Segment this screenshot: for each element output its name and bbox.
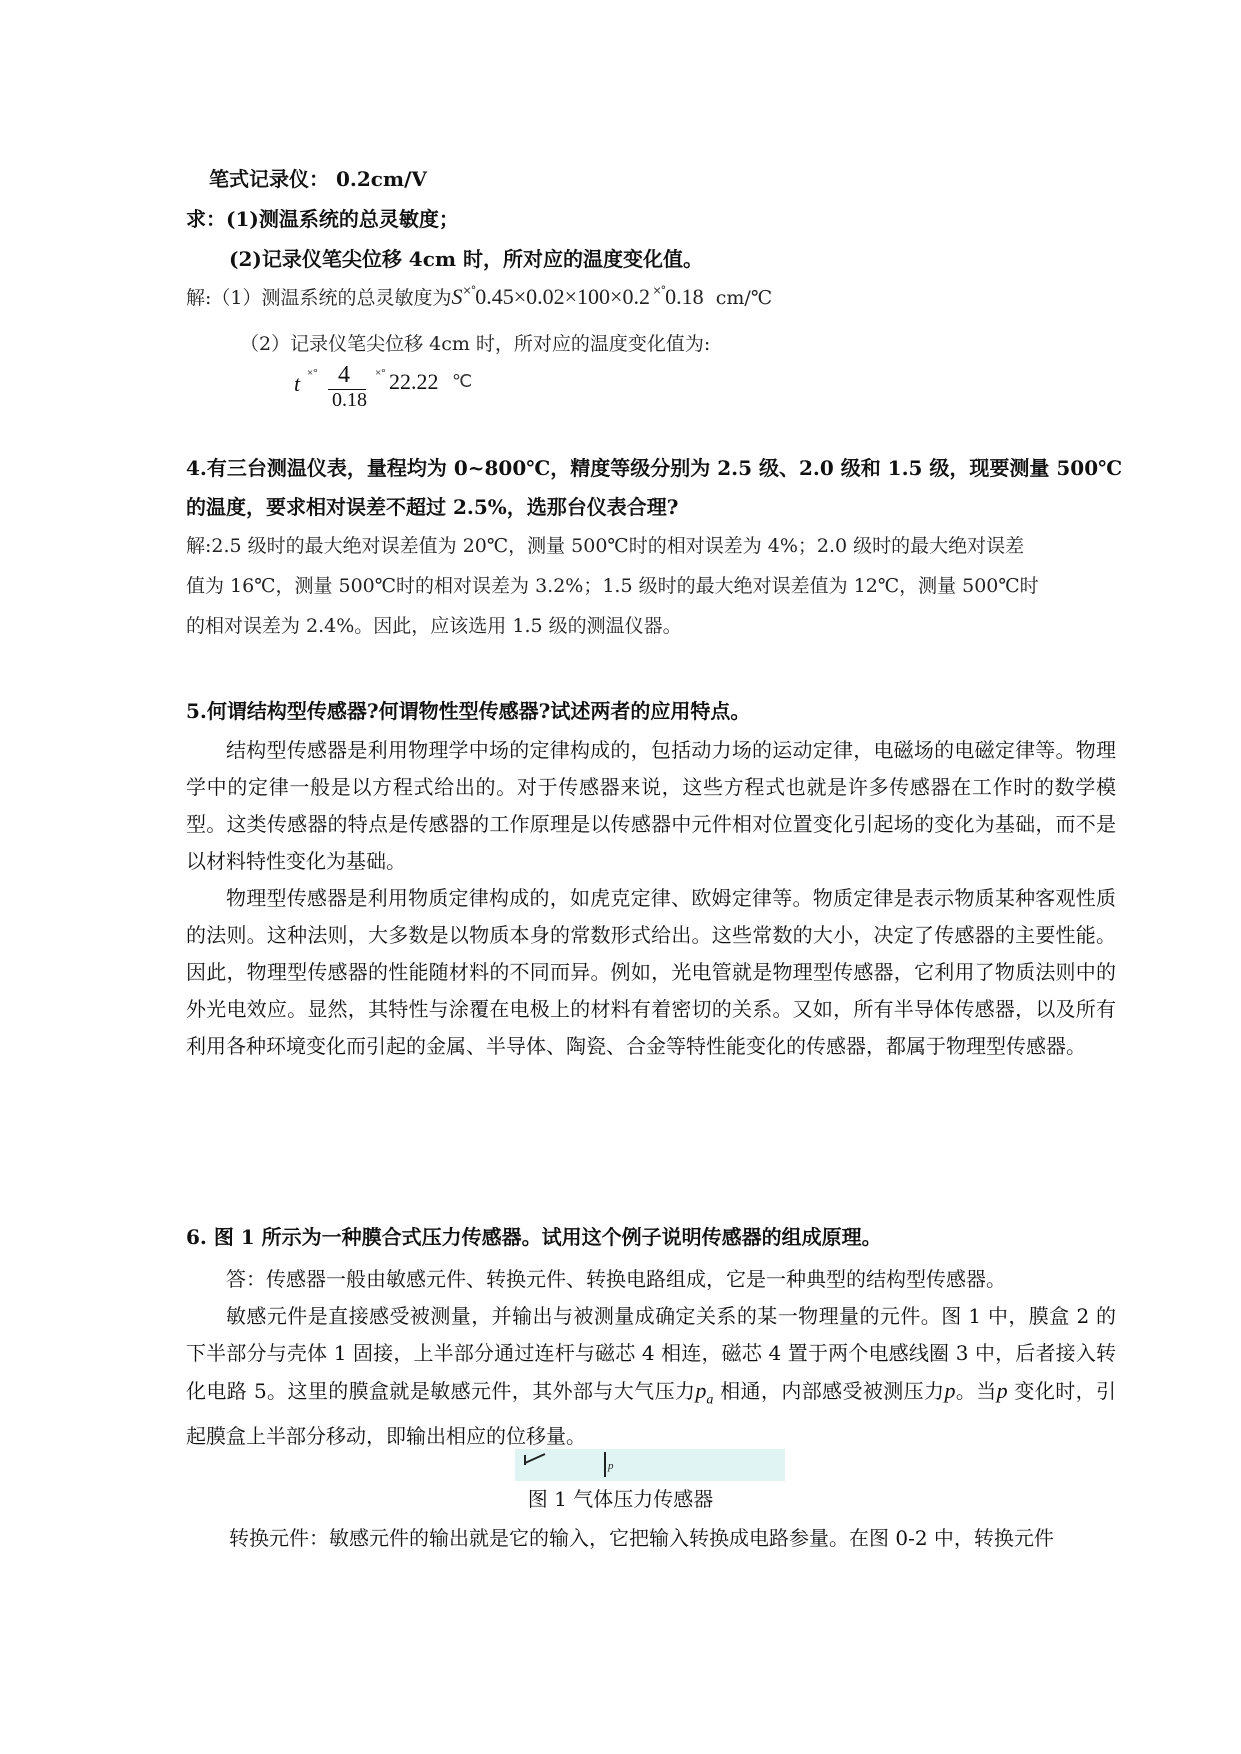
sensitivity-unit: cm/℃ — [715, 287, 773, 309]
var-p: p — [944, 1378, 956, 1403]
q6-title: 6. 图 1 所示为一种膜合式压力传感器。试用这个例子说明传感器的组成原理。 — [186, 1225, 882, 1249]
q4-answer-line-1: 解:2.5 级时的最大绝对误差值为 20℃，测量 500℃时的相对误差为 4%；2.0 级时的最大绝对误差 — [186, 535, 1025, 557]
var-p: p — [996, 1378, 1008, 1403]
question-ask-2: (2)记录仪笔尖位移 4cm 时，所对应的温度变化值。 — [229, 247, 704, 271]
q6-p2-text-b: 相通，内部感受被测压力 — [713, 1379, 945, 1403]
q6-body — [186, 1261, 1116, 1455]
solution-1 — [186, 283, 772, 310]
var-s: S — [451, 284, 463, 309]
q6-paragraph-1: 答：传感器一般由敏感元件、转换元件、转换电路组成，它是一种典型的结构型传感器。 — [226, 1267, 1006, 1291]
var-t: t — [294, 371, 301, 396]
fraction-denominator: 0.18 — [332, 389, 367, 411]
q6-p2-text-c: 。当 — [955, 1379, 997, 1403]
sensitivity-result: 0.18 — [665, 284, 704, 309]
temperature-unit: ℃ — [452, 371, 473, 391]
solution-1-prefix: 解:（1）测温系统的总灵敏度为 — [186, 287, 452, 309]
q5-body — [186, 732, 1116, 1065]
q4-title-line-1: 4.有三台测温仪表，量程均为 0~800℃，精度等级分别为 2.5 级、2.0 级和 1.5 级，现要测量 500℃ — [186, 456, 1123, 480]
figure-1-drawing — [515, 1449, 785, 1481]
figure-1-image — [515, 1449, 785, 1481]
fraction-numerator: 4 — [338, 362, 350, 388]
q5-paragraph-1: 结构型传感器是利用物理学中场的定律构成的，包括动力场的运动定律，电磁场的电磁定律等。物理学中的定律一般是以方程式给出的。对于传感器来说，这些方程式也就是许多传感器在工作时的数学模型。这类传感器的特点是传感器的工作原理是以传感器中元件相对位置变化引起场的变化为基础，而不是以材料特性变化为基础。 — [186, 738, 1116, 873]
q5-paragraph-2: 物理型传感器是利用物质定律构成的，如虎克定律、欧姆定律等。物质定律是表示物质某种客观性质的法则。这种法则，大多数是以物质本身的常数形式给出。这些常数的大小，决定了传感器的主要性能。因此，物理型传感器的性能随材料的不同而异。例如，光电管就是物理型传感器，它利用了物质法则中的外光电效应。显然，其特性与涂覆在电极上的材料有着密切的关系。又如，所有半导体传感器，以及所有利用各种环境变化而引起的金属、半导体、陶瓷、合金等特性能变化的传感器，都属于物理型传感器。 — [186, 886, 1116, 1058]
q4-title-line-2: 的温度，要求相对误差不超过 2.5%，选那台仪表合理? — [186, 495, 679, 519]
recorder-spec: 笔式记录仪： 0.2cm/V — [209, 167, 427, 191]
q6-paragraph-2 — [186, 1298, 1116, 1455]
var-p: p — [695, 1378, 707, 1403]
q5-title: 5.何谓结构型传感器?何谓物性型传感器?试述两者的应用特点。 — [186, 699, 751, 723]
equals-glyph: ×° — [307, 367, 318, 379]
temperature-result: 22.22 — [389, 369, 439, 394]
q6-p2-text-a: 敏感元件是直接感受被测量，并输出与被测量成确定关系的某一物理量的元件。图 1 中，膜盒 2 的下半部分与壳体 1 固接，上半部分通过连杆与磁芯 4 相连，磁芯 4 置于两个电感线圈 3 中，后者接入转化电路 5。这里的膜盒就是敏感元件，其外部与大气压力 — [186, 1304, 1116, 1403]
figure-1-caption: 图 1 气体压力传感器 — [527, 1487, 714, 1511]
temperature-formula — [292, 362, 552, 411]
equals-glyph: ×° — [375, 367, 386, 379]
q4-answer-line-3: 的相对误差为 2.4%。因此，应该选用 1.5 级的测温仪器。 — [186, 615, 682, 637]
subscript-a: a — [706, 1392, 714, 1408]
q6-p2-text-d: 变化时，引起膜盒上半部分移动，即输出相应的位移量。 — [186, 1379, 1117, 1449]
solution-2: （2）记录仪笔尖位移 4cm 时，所对应的温度变化值为: — [240, 333, 711, 355]
q4-answer-line-2: 值为 16℃，测量 500℃时的相对误差为 3.2%；1.5 级时的最大绝对误差值为 12℃，测量 500℃时 — [186, 575, 1039, 597]
sensitivity-expr: 0.45×0.02×100×0.2 — [475, 284, 650, 309]
figure-1-label: p — [608, 1460, 614, 1472]
question-ask: 求：(1)测温系统的总灵敏度； — [186, 207, 459, 231]
q6-paragraph-3: 转换元件：敏感元件的输出就是它的输入，它把输入转换成电路参量。在图 0-2 中，转换元件 — [229, 1526, 1054, 1550]
equals-glyph: ×° — [462, 284, 476, 297]
var-p-a — [695, 1378, 714, 1408]
equals-glyph: ×° — [649, 284, 666, 297]
